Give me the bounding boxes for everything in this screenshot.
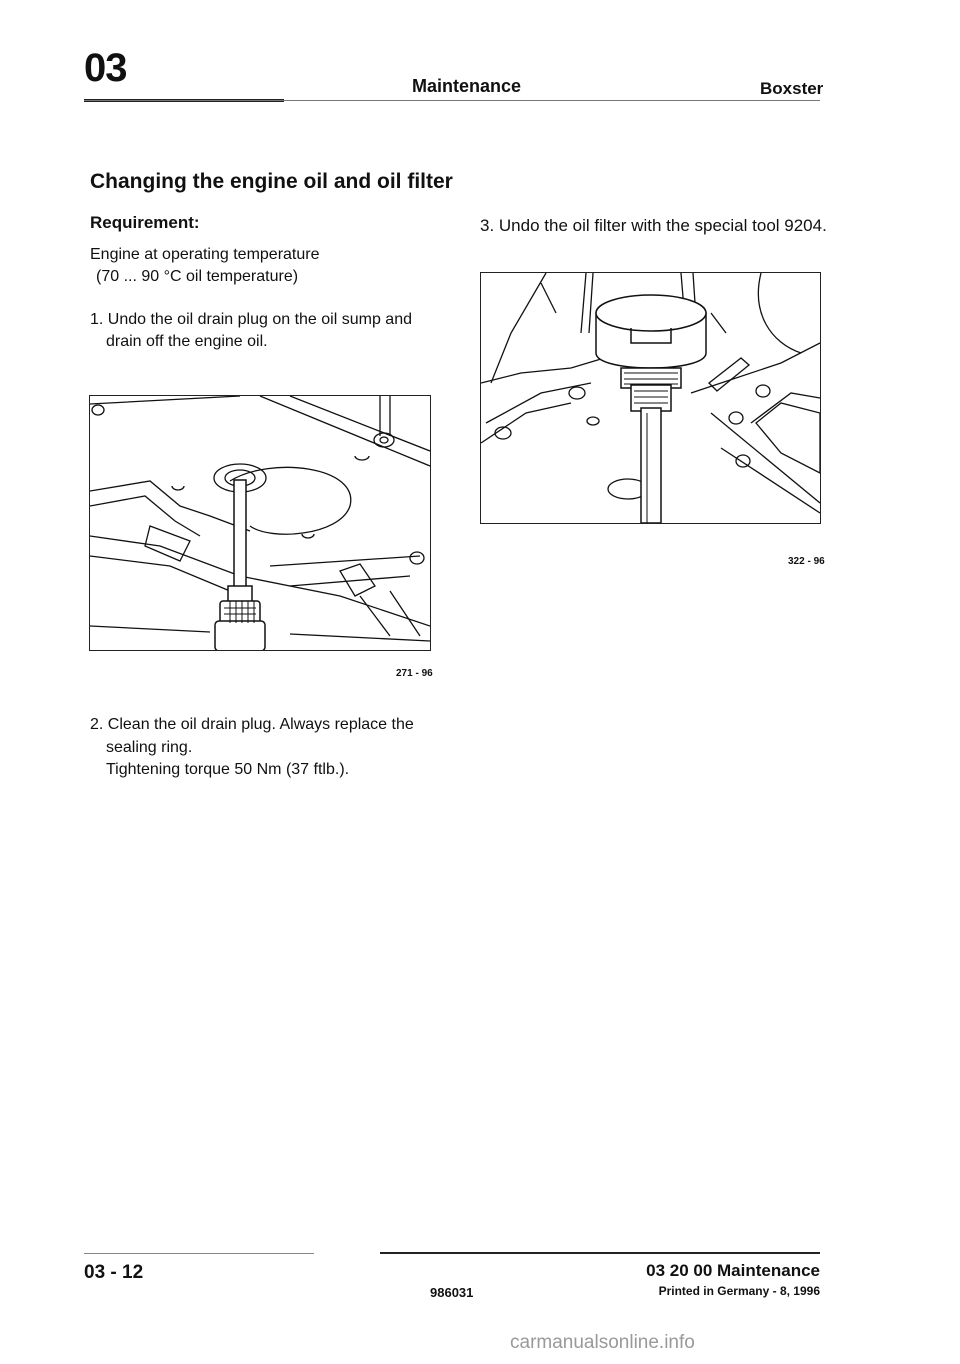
figure-oil-filter-tool bbox=[480, 272, 821, 524]
requirement-label: Requirement: bbox=[90, 213, 200, 232]
section-code: 03 20 00 Maintenance bbox=[646, 1261, 820, 1280]
page-number: 03 - 12 bbox=[84, 1262, 144, 1283]
step-1-line-1: 1. Undo the oil drain plug on the oil sump and bbox=[90, 311, 412, 328]
watermark: carmanualsonline.info bbox=[510, 1332, 695, 1353]
header-rule bbox=[84, 100, 820, 101]
requirement-line-2: (70 ... 90 °C oil temperature) bbox=[96, 268, 299, 285]
section-heading: Maintenance bbox=[412, 76, 522, 96]
requirement-line-1: Engine at operating temperature bbox=[90, 246, 320, 263]
step-1-line-2: drain off the engine oil. bbox=[106, 333, 268, 350]
drain-plug-illustration bbox=[90, 396, 430, 650]
figure-oil-drain-plug bbox=[89, 395, 431, 651]
model-name: Boxster bbox=[760, 79, 824, 98]
page-title: Changing the engine oil and oil filter bbox=[90, 170, 453, 193]
chapter-number: 03 bbox=[84, 46, 127, 90]
footer-rule-left bbox=[84, 1253, 314, 1254]
document-number: 986031 bbox=[430, 1285, 474, 1300]
footer-rule-right bbox=[380, 1252, 820, 1254]
step-2-line-1: 2. Clean the oil drain plug. Always replace the bbox=[90, 716, 414, 733]
step-3: 3. Undo the oil filter with the special tool 9204. bbox=[480, 216, 827, 235]
oil-filter-illustration bbox=[481, 273, 820, 523]
print-info: Printed in Germany - 8, 1996 bbox=[658, 1284, 820, 1298]
step-2-line-3: Tightening torque 50 Nm (37 ftlb.). bbox=[106, 761, 350, 778]
figure-2-reference: 322 - 96 bbox=[788, 556, 825, 567]
figure-1-reference: 271 - 96 bbox=[396, 668, 433, 679]
step-2-line-2: sealing ring. bbox=[106, 739, 193, 756]
